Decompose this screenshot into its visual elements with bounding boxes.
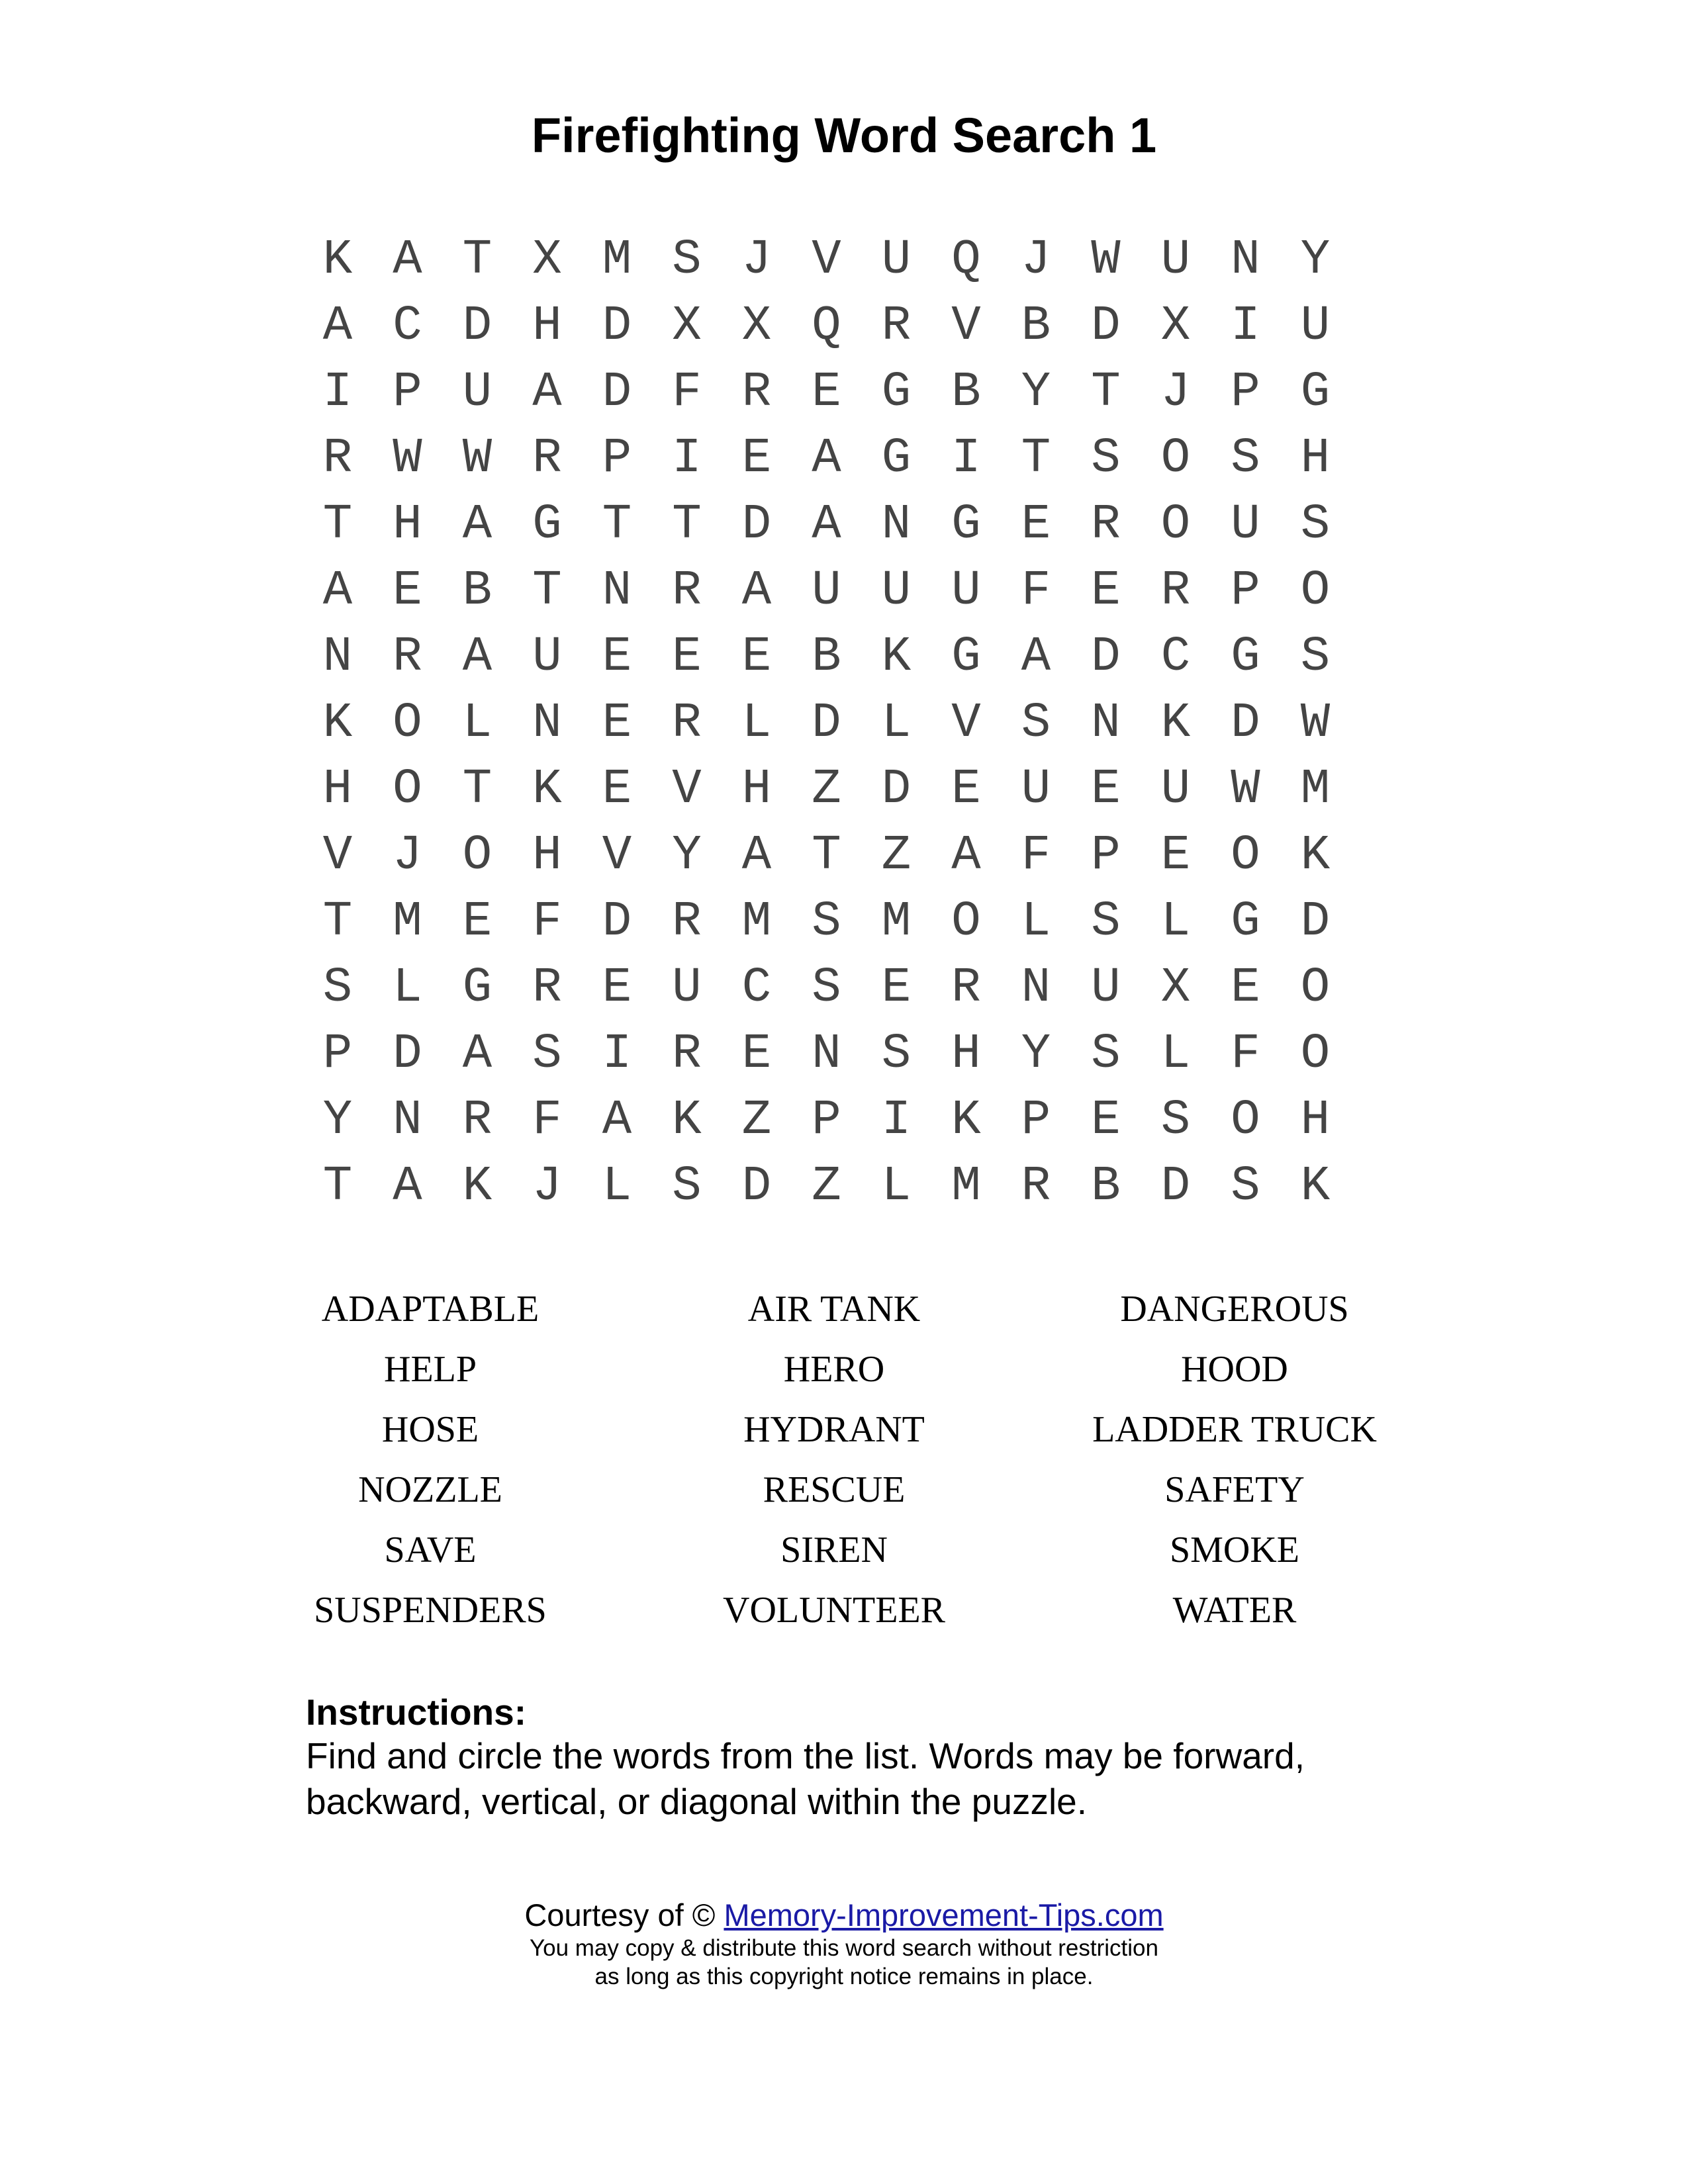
grid-letter: G [951,497,981,553]
grid-letter: S [672,232,702,288]
grid-letter: Q [951,232,981,288]
grid-letter: E [462,894,492,950]
word-list-item: SUSPENDERS [314,1590,547,1631]
grid-letter: E [672,629,702,685]
grid-letter: G [532,497,562,553]
grid-letter: D [1091,298,1121,354]
grid-letter: H [1300,1093,1331,1148]
grid-letter: G [462,960,492,1016]
grid-letter: E [602,960,632,1016]
grid-letter: B [951,365,981,420]
grid-letter: T [672,497,702,553]
grid-letter: P [322,1026,353,1082]
grid-letter: A [462,1026,492,1082]
grid-letter: T [1091,365,1121,420]
grid-letter: N [322,629,353,685]
grid-letter: R [672,894,702,950]
grid-row [311,563,1403,633]
grid-letter: B [812,629,841,685]
grid-letter: E [602,629,632,685]
grid-letter: T [602,497,632,553]
grid-letter: D [602,894,632,950]
word-list-item: HERO [783,1349,885,1390]
grid-letter: L [462,696,492,751]
grid-letter: N [812,1026,841,1082]
grid-letter: S [881,1026,912,1082]
grid-letter: O [1160,431,1191,486]
grid-letter: O [393,762,422,817]
grid-letter: O [1231,1093,1260,1148]
grid-letter: J [1021,232,1051,288]
grid-letter: U [1231,497,1260,553]
grid-letter: O [1300,1026,1331,1082]
grid-letter: K [1300,828,1331,884]
word-list-item: ADAPTABLE [321,1289,539,1330]
grid-letter: S [1091,894,1121,950]
grid-letter: H [1300,431,1331,486]
grid-letter: U [462,365,492,420]
grid-letter: E [602,762,632,817]
grid-row [311,960,1403,1030]
word-list-item: HOOD [1181,1349,1288,1390]
grid-letter: D [1231,696,1260,751]
word-list-item: SAFETY [1164,1469,1305,1510]
grid-letter: K [322,232,353,288]
grid-letter: O [951,894,981,950]
grid-letter: R [532,431,562,486]
grid-letter: S [1300,497,1331,553]
grid-letter: L [602,1159,632,1214]
word-list-item: WATER [1172,1590,1297,1631]
grid-letter: Y [322,1093,353,1148]
grid-letter: N [1091,696,1121,751]
grid-row [311,894,1403,964]
grid-letter: L [741,696,772,751]
grid-row [311,762,1403,831]
grid-letter: V [951,298,981,354]
grid-letter: Z [812,762,841,817]
copyright-footer [0,1897,1688,1991]
grid-letter: P [1021,1093,1051,1148]
grid-letter: K [951,1093,981,1148]
grid-letter: Z [741,1093,772,1148]
grid-letter: A [462,497,492,553]
grid-row [311,1093,1403,1162]
grid-letter: E [1091,762,1121,817]
grid-letter: R [532,960,562,1016]
grid-letter: L [881,1159,912,1214]
grid-letter: Z [881,828,912,884]
grid-letter: H [532,298,562,354]
grid-letter: W [462,431,492,486]
grid-letter: D [1300,894,1331,950]
grid-row [311,298,1403,368]
grid-letter: M [602,232,632,288]
grid-letter: N [393,1093,422,1148]
grid-letter: T [322,1159,353,1214]
grid-letter: U [812,563,841,619]
grid-letter: D [602,365,632,420]
grid-row [311,828,1403,897]
grid-letter: F [532,894,562,950]
grid-letter: O [1231,828,1260,884]
grid-letter: I [672,431,702,486]
word-list-item: DANGEROUS [1120,1289,1349,1330]
grid-letter: M [951,1159,981,1214]
grid-letter: B [1091,1159,1121,1214]
grid-letter: R [322,431,353,486]
grid-letter: A [741,828,772,884]
grid-letter: K [881,629,912,685]
grid-letter: U [1021,762,1051,817]
grid-letter: E [1091,1093,1121,1148]
grid-letter: V [951,696,981,751]
grid-letter: A [322,563,353,619]
grid-letter: E [1091,563,1121,619]
grid-letter: L [881,696,912,751]
copyright-notice-line-1: You may copy & distribute this word search without restriction [530,1935,1158,1961]
grid-letter: P [1231,563,1260,619]
grid-letter: F [1231,1026,1260,1082]
grid-letter: A [741,563,772,619]
grid-letter: S [672,1159,702,1214]
grid-row [311,696,1403,765]
source-link[interactable]: Memory-Improvement-Tips.com [724,1897,1164,1933]
grid-letter: S [812,960,841,1016]
grid-letter: T [462,762,492,817]
grid-letter: R [672,563,702,619]
grid-letter: S [812,894,841,950]
grid-letter: U [672,960,702,1016]
word-list-item: VOLUNTEER [723,1590,945,1631]
grid-letter: L [1160,894,1191,950]
grid-letter: A [322,298,353,354]
grid-letter: N [1021,960,1051,1016]
grid-letter: V [322,828,353,884]
grid-letter: I [322,365,353,420]
grid-letter: Y [672,828,702,884]
grid-letter: D [741,497,772,553]
grid-letter: R [881,298,912,354]
grid-letter: I [1231,298,1260,354]
grid-letter: K [322,696,353,751]
grid-letter: D [1160,1159,1191,1214]
grid-letter: D [881,762,912,817]
instructions-block [306,1691,1431,1825]
grid-letter: X [1160,298,1191,354]
grid-letter: I [602,1026,632,1082]
grid-letter: R [951,960,981,1016]
grid-letter: N [1231,232,1260,288]
grid-letter: N [881,497,912,553]
grid-letter: D [462,298,492,354]
grid-letter: W [1231,762,1260,817]
grid-letter: F [1021,828,1051,884]
grid-letter: E [881,960,912,1016]
grid-letter: R [672,1026,702,1082]
grid-letter: X [672,298,702,354]
grid-letter: S [1300,629,1331,685]
grid-letter: T [532,563,562,619]
grid-letter: G [1231,894,1260,950]
word-search-grid [311,232,1403,1228]
word-list [232,1291,1456,1652]
grid-letter: E [1160,828,1191,884]
grid-letter: D [393,1026,422,1082]
grid-letter: A [951,828,981,884]
grid-letter: O [1300,960,1331,1016]
instructions-line-2: backward, vertical, or diagonal within the puzzle. [306,1781,1088,1822]
grid-letter: N [602,563,632,619]
grid-letter: K [1160,696,1191,751]
grid-letter: M [1300,762,1331,817]
grid-letter: G [1300,365,1331,420]
grid-letter: A [462,629,492,685]
grid-letter: E [741,629,772,685]
grid-letter: A [812,431,841,486]
word-list-row [232,1592,1456,1652]
grid-letter: J [1160,365,1191,420]
grid-letter: S [322,960,353,1016]
grid-letter: S [1021,696,1051,751]
instructions-heading: Instructions: [306,1692,527,1733]
grid-letter: T [322,894,353,950]
word-list-item: AIR TANK [747,1289,921,1330]
grid-letter: U [1091,960,1121,1016]
grid-letter: I [881,1093,912,1148]
grid-letter: T [322,497,353,553]
word-list-item: NOZZLE [358,1469,502,1510]
grid-letter: D [602,298,632,354]
grid-letter: P [602,431,632,486]
grid-letter: M [741,894,772,950]
word-list-item: HOSE [381,1409,479,1450]
grid-letter: N [532,696,562,751]
word-list-row [232,1291,1456,1351]
grid-letter: T [1021,431,1051,486]
grid-letter: S [1160,1093,1191,1148]
word-list-item: LADDER TRUCK [1092,1409,1377,1450]
word-list-row [232,1351,1456,1411]
grid-letter: C [741,960,772,1016]
grid-letter: Y [1300,232,1331,288]
grid-row [311,365,1403,434]
grid-letter: R [1091,497,1121,553]
grid-letter: H [322,762,353,817]
grid-letter: A [812,497,841,553]
grid-letter: U [1300,298,1331,354]
grid-letter: S [1231,431,1260,486]
grid-letter: P [1091,828,1121,884]
grid-letter: R [1021,1159,1051,1214]
grid-letter: P [812,1093,841,1148]
grid-letter: S [1231,1159,1260,1214]
grid-letter: Q [812,298,841,354]
grid-letter: U [881,563,912,619]
grid-row [311,1026,1403,1096]
grid-letter: V [602,828,632,884]
word-list-row [232,1531,1456,1592]
grid-row [311,1159,1403,1228]
grid-letter: R [393,629,422,685]
grid-letter: U [881,232,912,288]
grid-letter: U [1160,762,1191,817]
grid-letter: S [532,1026,562,1082]
grid-letter: B [462,563,492,619]
grid-letter: E [602,696,632,751]
grid-letter: T [812,828,841,884]
grid-letter: X [741,298,772,354]
grid-letter: U [532,629,562,685]
grid-letter: F [532,1093,562,1148]
grid-letter: W [393,431,422,486]
word-list-item: SAVE [384,1529,477,1570]
grid-letter: J [532,1159,562,1214]
grid-letter: B [1021,298,1051,354]
grid-letter: E [812,365,841,420]
grid-letter: H [741,762,772,817]
grid-letter: E [1021,497,1051,553]
grid-letter: A [532,365,562,420]
instructions-line-1: Find and circle the words from the list. Words may be forward, [306,1735,1305,1776]
grid-letter: D [1091,629,1121,685]
grid-letter: O [393,696,422,751]
grid-letter: U [1160,232,1191,288]
grid-letter: M [393,894,422,950]
grid-letter: W [1300,696,1331,751]
grid-letter: A [1021,629,1051,685]
grid-letter: D [741,1159,772,1214]
grid-letter: K [532,762,562,817]
grid-letter: A [393,1159,422,1214]
word-list-row [232,1471,1456,1531]
grid-letter: F [1021,563,1051,619]
grid-row [311,629,1403,699]
grid-letter: H [393,497,422,553]
grid-letter: C [1160,629,1191,685]
grid-letter: O [1300,563,1331,619]
grid-letter: G [881,365,912,420]
grid-letter: D [812,696,841,751]
grid-letter: Y [1021,365,1051,420]
grid-letter: W [1091,232,1121,288]
grid-row [311,497,1403,567]
grid-letter: L [393,960,422,1016]
grid-letter: F [672,365,702,420]
grid-letter: L [1160,1026,1191,1082]
grid-letter: S [1091,1026,1121,1082]
grid-letter: U [951,563,981,619]
grid-letter: X [1160,960,1191,1016]
grid-letter: E [1231,960,1260,1016]
grid-letter: S [1091,431,1121,486]
grid-letter: P [393,365,422,420]
grid-letter: E [741,1026,772,1082]
grid-letter: E [951,762,981,817]
word-list-item: SMOKE [1169,1529,1300,1570]
grid-letter: K [1300,1159,1331,1214]
grid-letter: H [532,828,562,884]
word-list-item: HELP [384,1349,477,1390]
grid-letter: R [741,365,772,420]
grid-letter: G [951,629,981,685]
word-list-item: RESCUE [763,1469,906,1510]
courtesy-prefix: Courtesy of © [524,1897,724,1933]
grid-letter: K [462,1159,492,1214]
grid-letter: R [672,696,702,751]
grid-letter: L [1021,894,1051,950]
grid-letter: C [393,298,422,354]
grid-letter: V [812,232,841,288]
grid-letter: M [881,894,912,950]
grid-letter: T [462,232,492,288]
grid-letter: H [951,1026,981,1082]
grid-letter: V [672,762,702,817]
grid-letter: O [1160,497,1191,553]
grid-letter: P [1231,365,1260,420]
grid-letter: G [1231,629,1260,685]
page-title: Firefighting Word Search 1 [531,108,1157,163]
grid-letter: A [393,232,422,288]
courtesy-line [0,1897,1688,1934]
word-list-item: HYDRANT [743,1409,925,1450]
grid-letter: R [1160,563,1191,619]
grid-letter: K [672,1093,702,1148]
grid-letter: E [741,431,772,486]
grid-letter: Z [812,1159,841,1214]
grid-row [311,431,1403,500]
grid-letter: Y [1021,1026,1051,1082]
grid-letter: O [462,828,492,884]
grid-letter: A [602,1093,632,1148]
grid-letter: I [951,431,981,486]
grid-letter: R [462,1093,492,1148]
word-list-row [232,1411,1456,1471]
grid-row [311,232,1403,302]
grid-letter: E [393,563,422,619]
grid-letter: J [393,828,422,884]
grid-letter: X [532,232,562,288]
grid-letter: G [881,431,912,486]
grid-letter: J [741,232,772,288]
word-list-item: SIREN [780,1529,888,1570]
copyright-notice-line-2: as long as this copyright notice remains in place. [594,1964,1094,1989]
